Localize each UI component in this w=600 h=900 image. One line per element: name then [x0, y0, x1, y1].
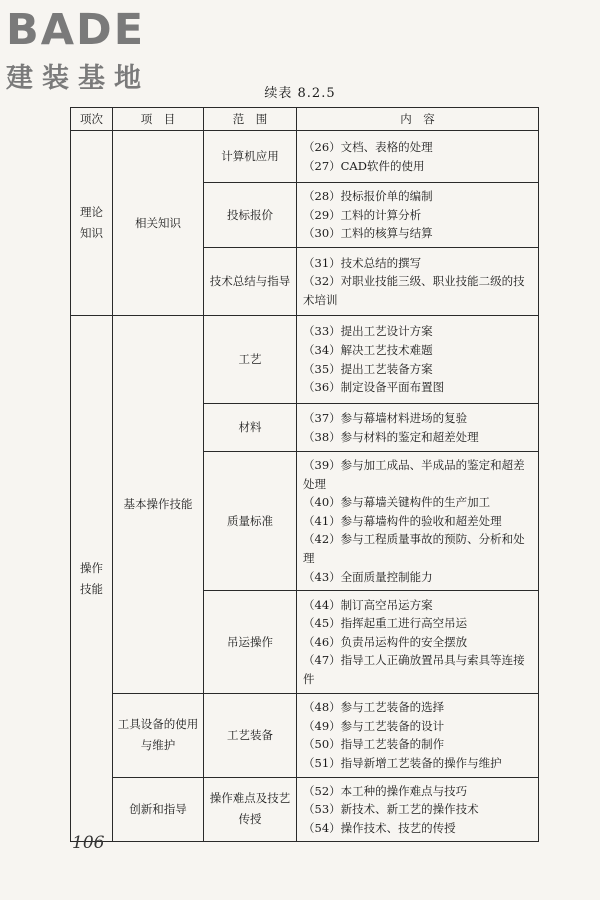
- range-cell: 材料: [204, 404, 297, 452]
- content-item: （33）提出工艺设计方案: [303, 324, 433, 339]
- range-cell: 工艺装备: [204, 694, 297, 777]
- content-item: （39）参与加工成品、半成品的鉴定和超差处理: [303, 458, 525, 491]
- content-item: （54）操作技术、技艺的传授: [303, 820, 456, 835]
- category-theory: 理论 知识: [71, 131, 113, 316]
- header-content: 内 容: [297, 108, 539, 131]
- category-skills: 操作 技能: [71, 316, 113, 842]
- content-cell: [297, 452, 539, 591]
- content-item: （29）工料的计算分析: [303, 207, 422, 222]
- content-item: （30）工料的核算与结算: [303, 226, 433, 241]
- range-cell: 吊运操作: [204, 591, 297, 694]
- content-item: （53）新技术、新工艺的操作技术: [303, 802, 479, 817]
- content-item: （32）对职业技能三级、职业技能二级的技术培训: [303, 274, 525, 307]
- content-item: （35）提出工艺装备方案: [303, 361, 433, 376]
- range-cell: 质量标准: [204, 452, 297, 591]
- content-cell: [297, 591, 539, 694]
- range-cell: 投标报价: [204, 183, 297, 248]
- content-item: （45）指挥起重工进行高空吊运: [303, 616, 468, 631]
- content-item: （41）参与幕墙构件的验收和超差处理: [303, 513, 502, 528]
- content-item: （37）参与幕墙材料进场的复验: [303, 410, 468, 425]
- content-cell: [297, 694, 539, 777]
- content-cell: [297, 404, 539, 452]
- content-item: （48）参与工艺装备的选择: [303, 700, 445, 715]
- content-item: （42）参与工程质量事故的预防、分析和处理: [303, 532, 525, 565]
- header-project: 项 目: [113, 108, 204, 131]
- content-cell: [297, 777, 539, 842]
- project-tools: 工具设备的使用与维护: [113, 694, 204, 777]
- table-row: [71, 777, 539, 842]
- page-number: 106: [72, 833, 105, 853]
- table-caption: 续表 8.2.5: [264, 86, 336, 101]
- header-range: 范 围: [204, 108, 297, 131]
- content-item: （40）参与幕墙关键构件的生产加工: [303, 495, 491, 510]
- logo-subtitle: 建装基地: [6, 63, 150, 94]
- content-item: （38）参与材料的鉴定和超差处理: [303, 429, 479, 444]
- content-item: （36）制定设备平面布置图: [303, 380, 445, 395]
- content-item: （50）指导工艺装备的制作: [303, 737, 445, 752]
- table-row: [71, 694, 539, 777]
- content-cell: [297, 131, 539, 183]
- header-row: [71, 108, 539, 131]
- spec-table: [70, 107, 539, 842]
- content-item: （27）CAD软件的使用: [303, 158, 425, 173]
- project-related-knowledge: 相关知识: [113, 131, 204, 316]
- range-cell: 技术总结与指导: [204, 248, 297, 316]
- content-item: （49）参与工艺装备的设计: [303, 718, 445, 733]
- table-row: [71, 131, 539, 183]
- content-item: （44）制订高空吊运方案: [303, 597, 433, 612]
- table-row: [71, 316, 539, 404]
- header-index: 项次: [71, 108, 113, 131]
- content-item: （28）投标报价单的编制: [303, 189, 433, 204]
- content-cell: [297, 248, 539, 316]
- content-item: （47）指导工人正确放置吊具与索具等连接件: [303, 653, 525, 687]
- content-item: （43）全面质量控制能力: [303, 569, 433, 584]
- content-item: （46）负责吊运构件的安全摆放: [303, 634, 468, 649]
- range-cell: 计算机应用: [204, 131, 297, 183]
- content-item: （51）指导新增工艺装备的操作与维护: [303, 755, 502, 770]
- logo-brand: BADE: [6, 5, 146, 55]
- project-innovation: 创新和指导: [113, 777, 204, 842]
- content-item: （31）技术总结的撰写: [303, 255, 422, 270]
- range-cell: 工艺: [204, 316, 297, 404]
- content-cell: [297, 316, 539, 404]
- content-item: （52）本工种的操作难点与技巧: [303, 783, 468, 798]
- content-item: （26）文档、表格的处理: [303, 139, 433, 154]
- range-cell: 操作难点及技艺传授: [204, 777, 297, 842]
- content-cell: [297, 183, 539, 248]
- project-basic-skills: 基本操作技能: [113, 316, 204, 694]
- content-item: （34）解决工艺技术难题: [303, 342, 433, 357]
